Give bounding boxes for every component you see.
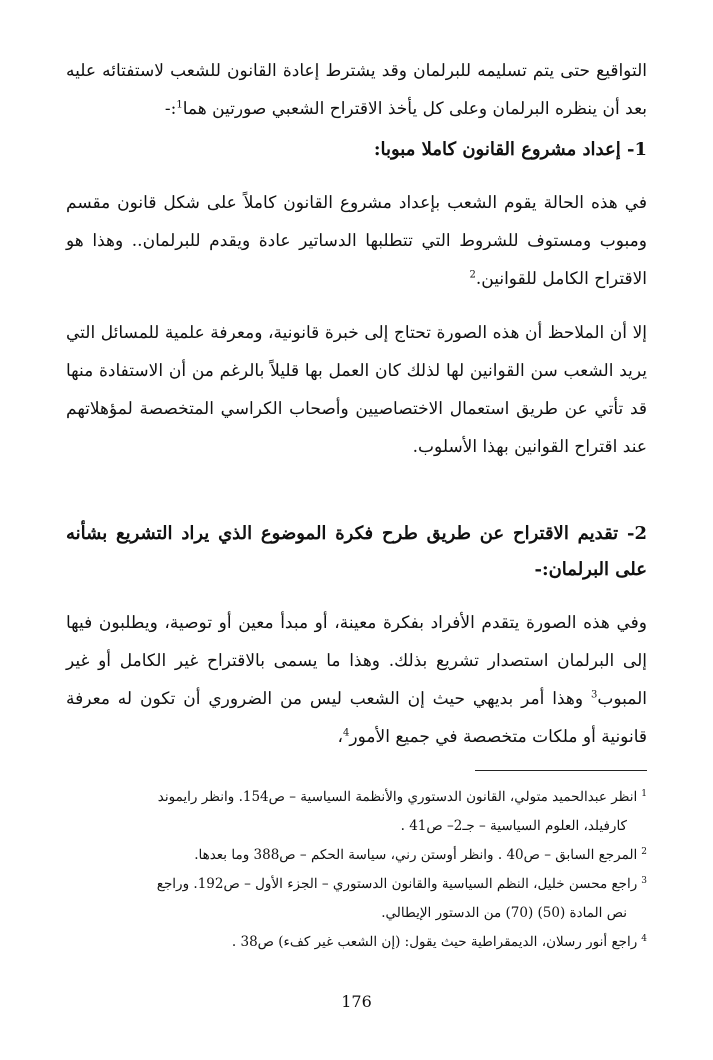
footnote-1: $^1$انظر عبدالحميد متولي، القانون الدستوري والأنظمة السياسية – ص154. وانظر رايموند كارفيلد، العلوم السياسية – جـ2– ص41 . [157, 788, 647, 834]
footnote-ref-4: 4 [343, 727, 350, 739]
footnote-ref-3: 3 [590, 689, 598, 701]
footnote-ref-1: 1 [176, 99, 183, 111]
section-heading-1: 1- إعداد مشروع القانون كاملا مبوبا: [373, 139, 647, 160]
paragraph-idea-proposal: وفي هذه الصورة يتقدم الأفراد بفكرة معينة، أو مبدأ معين أو توصية، ويطلبون فيها إلى البرلمان استصدار تشريع بذلك. وهذا ما يسمى بالاقتراح غير الكامل أو غير المبوب$^3$ وهذا أمر بديهي حيث إن الشعب ليس من الضروري أن تكون له معرفة قانونية أو ملكات متخصصة في جميع الأمور$^4$، [66, 613, 647, 747]
page-number: 176 [341, 992, 372, 1011]
paragraph-expertise-note: إلا أن الملاحظ أن هذه الصورة تحتاج إلى خبرة قانونية، ومعرفة علمية للمسائل التي يريد الشعب سن القوانين لها لذلك كان العمل بها قليلاً بالرغم من أن الاستفادة منها قد تأتي عن طريق استعمال الاختصاصيين وأصحاب الكراسي المتخصصة لمؤهلاتهم عند اقتراح القوانين بهذا الأسلوب. [66, 323, 647, 457]
paragraph-intro: التواقيع حتى يتم تسليمه للبرلمان وقد يشترط إعادة القانون للشعب لاستفتائه عليه بعد أن ينظره البرلمان وعلى كل يأخذ الاقتراح الشعبي صورتين هما$^1$:- [66, 61, 647, 119]
footnote-3: $^3$راجع محسن خليل، النظم السياسية والقانون الدستوري – الجزء الأول – ص192. وراجع نص المادة (50) (70) من الدستور الإيطالي. [156, 875, 647, 921]
paragraph-full-proposal: في هذه الحالة يقوم الشعب بإعداد مشروع القانون كاملاً على شكل قانون مقسم ومبوب ومستوف للشروط التي تتطلبها الدساتير عادة ويقدم للبرلمان.. وهذا هو الاقتراح الكامل للقوانين.$^2$ [66, 193, 647, 289]
footnote-separator [475, 770, 647, 771]
footnote-4: $^4$راجع أنور رسلان، الديمقراطية حيث يقول: (إن الشعب غير كفء) ص38 . [231, 933, 647, 950]
footnotes [66, 783, 647, 957]
page-body [66, 52, 647, 1030]
footnote-2: $^2$المرجع السابق – ص40 . وانظر أوستن رني، سياسة الحكم – ص388 وما بعدها. [194, 846, 647, 863]
footnote-ref-2: 2 [469, 269, 476, 281]
section-heading-2: 2- تقديم الاقتراح عن طريق طرح فكرة الموضوع الذي يراد التشريع بشأنه على البرلمان:- [66, 523, 647, 580]
